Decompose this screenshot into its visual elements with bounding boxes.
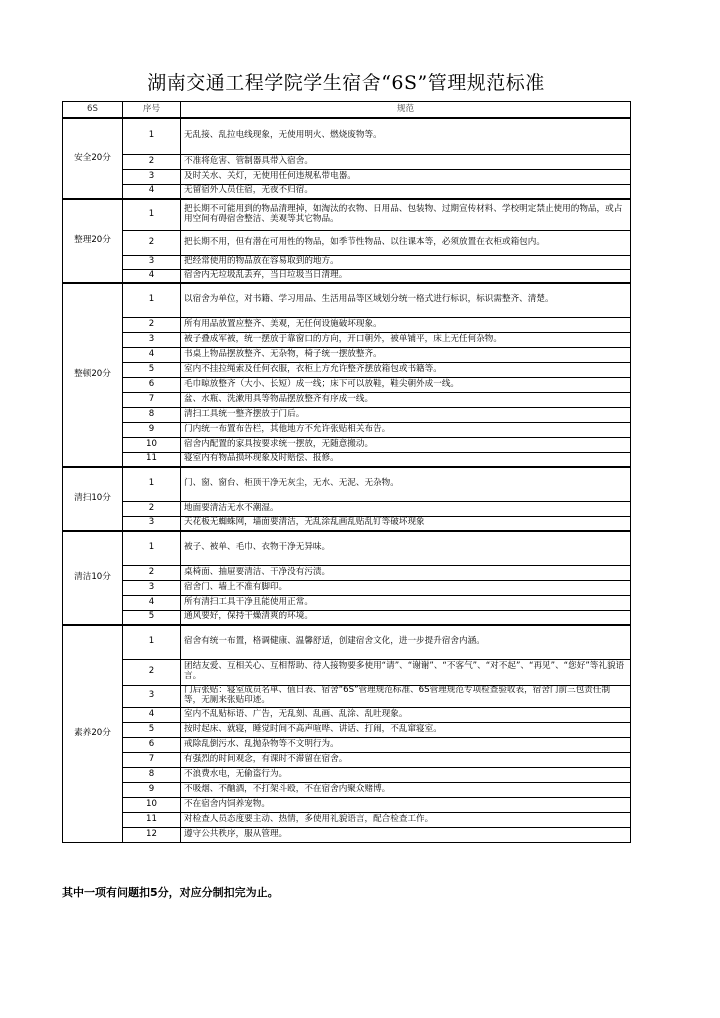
table-row: [63, 230, 631, 255]
table-row: [63, 610, 631, 625]
item-number: 3: [123, 255, 181, 269]
item-number: 10: [123, 797, 181, 812]
category-cell: 素养20分: [63, 625, 123, 842]
table-row: [63, 565, 631, 580]
item-number: 4: [123, 707, 181, 722]
item-text: 不在宿舍内饲养宠物。: [181, 797, 631, 812]
table-row: [63, 767, 631, 782]
table-row: [63, 362, 631, 377]
item-text: 清扫工具统一整齐摆放于门后。: [181, 407, 631, 422]
table-row: [63, 199, 631, 230]
category-cell: 清洁10分: [63, 531, 123, 625]
item-number: 3: [123, 580, 181, 595]
item-text: 所有用品放置应整齐、美观，无任何设施破坏现象。: [181, 317, 631, 332]
table-row: [63, 531, 631, 565]
table-row: [63, 184, 631, 199]
item-text: 门内统一布置布告栏，其他地方不允许张贴相关布告。: [181, 422, 631, 437]
header-6s: 6S: [63, 102, 123, 119]
category-cell: 整顿20分: [63, 283, 123, 467]
item-text: 把长期不用，但有潜在可用性的物品，如季节性物品、以往课本等，必须放置在衣柜或箱包内。: [181, 230, 631, 255]
table-row: [63, 659, 631, 685]
item-text: 把经常使用的物品放在容易取到的地方。: [181, 255, 631, 269]
item-number: 2: [123, 154, 181, 169]
item-text: 宿舍内配置的家具按要求统一摆放，无随意搬动。: [181, 437, 631, 452]
table-row: [63, 269, 631, 283]
item-number: 1: [123, 118, 181, 154]
item-text: 把长期不可能用到的物品清理掉，如淘汰的衣物、日用品、包装物、过期宣传材料、学校明定禁止使用的物品，或占用空间有碍宿舍整洁、美观等其它物品。: [181, 199, 631, 230]
item-number: 2: [123, 565, 181, 580]
item-text: 被子、被单、毛巾、衣物干净无异味。: [181, 531, 631, 565]
table-row: [63, 407, 631, 422]
item-number: 11: [123, 452, 181, 467]
table-row: [63, 782, 631, 797]
item-text: 不吸烟、不酗酒，不打架斗殴，不在宿舍内聚众赌博。: [181, 782, 631, 797]
table-row: [63, 516, 631, 531]
header-row: [63, 102, 631, 119]
item-text: 室内不乱贴标语、广告，无乱刻、乱画、乱涂、乱吐现象。: [181, 707, 631, 722]
item-number: 12: [123, 827, 181, 842]
item-text: 通风要好，保持干燥清爽的环境。: [181, 610, 631, 625]
item-number: 1: [123, 531, 181, 565]
item-number: 1: [123, 283, 181, 317]
footnote: 其中一项有问题扣5分，对应分制扣完为止。: [62, 886, 279, 899]
table-row: [63, 625, 631, 659]
item-number: 6: [123, 737, 181, 752]
table-row: [63, 827, 631, 842]
item-text: 门、窗、窗台、柜顶干净无灰尘，无水、无泥、无杂物。: [181, 467, 631, 501]
item-text: 以宿舍为单位，对书籍、学习用品、生活用品等区域划分统一格式进行标识，标识需整齐、清楚。: [181, 283, 631, 317]
table-row: [63, 737, 631, 752]
table-row: [63, 595, 631, 610]
item-text: 桌椅面、抽屉要清洁、干净没有污渍。: [181, 565, 631, 580]
item-number: 4: [123, 184, 181, 199]
table-row: [63, 501, 631, 516]
table-row: [63, 347, 631, 362]
spec-table: [62, 101, 631, 843]
item-number: 2: [123, 501, 181, 516]
table-row: [63, 377, 631, 392]
table-row: [63, 283, 631, 317]
item-number: 3: [123, 332, 181, 347]
item-number: 9: [123, 782, 181, 797]
item-text: 戒除乱倒污水、乱抛杂物等不文明行为。: [181, 737, 631, 752]
item-number: 2: [123, 659, 181, 685]
item-number: 8: [123, 407, 181, 422]
item-number: 2: [123, 317, 181, 332]
item-number: 7: [123, 752, 181, 767]
table-row: [63, 255, 631, 269]
table-row: [63, 154, 631, 169]
item-number: 1: [123, 199, 181, 230]
item-number: 3: [123, 169, 181, 184]
item-number: 1: [123, 625, 181, 659]
table-row: [63, 685, 631, 707]
table-row: [63, 722, 631, 737]
item-text: 地面要清洁无水不潮湿。: [181, 501, 631, 516]
table-row: [63, 437, 631, 452]
category-cell: 清扫10分: [63, 467, 123, 531]
item-number: 1: [123, 467, 181, 501]
item-text: 盆、水瓶、洗漱用具等物品摆放整齐有序成一线。: [181, 392, 631, 407]
spec-body: [63, 118, 631, 842]
page-title: 湖南交通工程学院学生宿舍“6S”管理规范标准: [147, 72, 545, 94]
item-text: 门后张贴：寝室成员名单、值日表、宿舍“6S”管理规范标准、6S管理规范专项检查验收表，宿舍门前三包责任制等，无厕来张贴印迹。: [181, 685, 631, 707]
item-text: 天花板无蜘蛛网，墙面要清洁，无乱涂乱画乱贴乱钉等破坏现象: [181, 516, 631, 531]
table-row: [63, 467, 631, 501]
item-text: 不准将危害、管制器具带入宿舍。: [181, 154, 631, 169]
table-row: [63, 580, 631, 595]
item-text: 有强烈的时间观念，有课时不滞留在宿舍。: [181, 752, 631, 767]
header-spec: 规范: [181, 102, 631, 119]
item-number: 8: [123, 767, 181, 782]
table-row: [63, 118, 631, 154]
item-text: 毛巾晾放整齐（大小、长短）成一线；床下可以放鞋，鞋尖朝外成一线。: [181, 377, 631, 392]
item-number: 6: [123, 377, 181, 392]
item-text: 被子叠成军被，统一摆放于靠窗口的方向，开口朝外，被单铺平，床上无任何杂物。: [181, 332, 631, 347]
item-text: 团结友爱、互相关心、互相帮助、待人接物要多使用“请”、“谢谢”、“不客气”、“对不起”、“再见”、“您好”等礼貌语言。: [181, 659, 631, 685]
table-row: [63, 797, 631, 812]
table-row: [63, 752, 631, 767]
item-text: 及时关水、关灯，无使用任何违规私带电器。: [181, 169, 631, 184]
item-number: 3: [123, 516, 181, 531]
table-row: [63, 317, 631, 332]
table-row: [63, 452, 631, 467]
table-row: [63, 422, 631, 437]
item-text: 寝室内有物品损坏现象及时赔偿、报修。: [181, 452, 631, 467]
item-number: 4: [123, 269, 181, 283]
item-text: 对检查人员态度要主动、热情，多使用礼貌语言，配合检查工作。: [181, 812, 631, 827]
item-text: 按时起床、就寝，睡觉时间不高声喧哗、讲话、打闹，不乱窜寝室。: [181, 722, 631, 737]
item-number: 5: [123, 362, 181, 377]
item-text: 书桌上物品摆放整齐、无杂物，椅子统一摆放整齐。: [181, 347, 631, 362]
item-number: 3: [123, 685, 181, 707]
item-text: 遵守公共秩序，服从管理。: [181, 827, 631, 842]
item-number: 2: [123, 230, 181, 255]
item-number: 10: [123, 437, 181, 452]
item-text: 无留宿外人员住宿，无夜不归宿。: [181, 184, 631, 199]
item-number: 11: [123, 812, 181, 827]
item-number: 5: [123, 610, 181, 625]
item-text: 所有清扫工具干净且能使用正常。: [181, 595, 631, 610]
table-row: [63, 392, 631, 407]
item-text: 不浪费水电，无偷盗行为。: [181, 767, 631, 782]
header-number: 序号: [123, 102, 181, 119]
item-number: 4: [123, 595, 181, 610]
table-row: [63, 169, 631, 184]
table-row: [63, 707, 631, 722]
item-text: 宿舍门、墙上不准有脚印。: [181, 580, 631, 595]
item-text: 室内不挂拉绳索及任何衣服，衣柜上方允许整齐摆放箱包或书籍等。: [181, 362, 631, 377]
item-text: 宿舍有统一布置，格调健康、温馨舒适，创建宿舍文化，进一步提升宿舍内涵。: [181, 625, 631, 659]
table-row: [63, 812, 631, 827]
item-text: 宿舍内无垃圾乱丢弃，当日垃圾当日清理。: [181, 269, 631, 283]
item-number: 7: [123, 392, 181, 407]
table-row: [63, 332, 631, 347]
item-number: 4: [123, 347, 181, 362]
category-cell: 安全20分: [63, 118, 123, 199]
item-number: 5: [123, 722, 181, 737]
item-number: 9: [123, 422, 181, 437]
category-cell: 整理20分: [63, 199, 123, 283]
item-text: 无乱接、乱拉电线现象，无使用明火、燃烧废物等。: [181, 118, 631, 154]
